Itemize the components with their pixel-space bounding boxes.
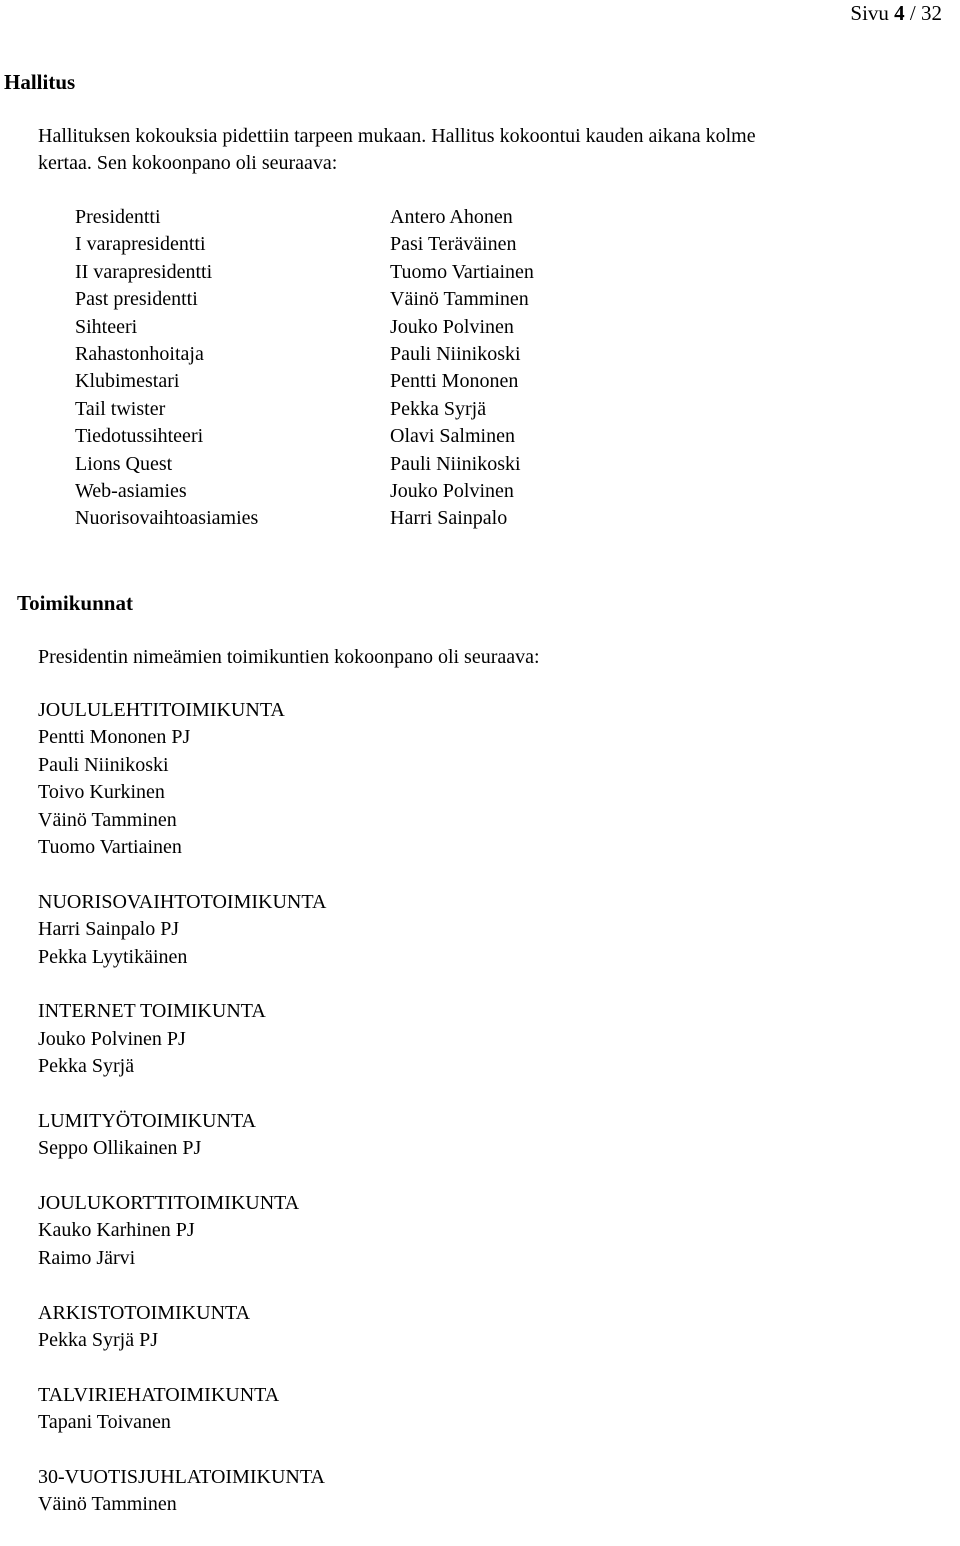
committee-member: Väinö Tamminen	[38, 1493, 177, 1516]
committee-member: Pekka Lyytikäinen	[38, 945, 188, 968]
board-role: Tail twister	[75, 397, 166, 420]
committee-member: Raimo Järvi	[38, 1246, 136, 1269]
committee-name: TALVIRIEHATOIMIKUNTA	[38, 1383, 280, 1406]
committee-name: JOULUKORTTITOIMIKUNTA	[38, 1192, 300, 1215]
board-role: Past presidentti	[75, 288, 198, 311]
board-role: Klubimestari	[75, 370, 180, 393]
board-role: Tiedotussihteeri	[75, 425, 204, 448]
committee-member: Väinö Tamminen	[38, 808, 177, 831]
hallitus-intro-line2: kertaa. Sen kokoonpano oli seuraava:	[38, 152, 338, 175]
board-member-name: Pentti Mononen	[390, 370, 519, 393]
board-role: II varapresidentti	[75, 260, 213, 283]
committee-member: Seppo Ollikainen PJ	[38, 1137, 202, 1160]
board-role: Presidentti	[75, 206, 161, 228]
board-member-name: Tuomo Vartiainen	[390, 260, 534, 283]
committee-block	[38, 697, 326, 861]
page-number-total: 32	[921, 1, 942, 25]
committee-block	[38, 1108, 326, 1163]
board-member-name: Pauli Niinikoski	[390, 342, 521, 365]
board-member-name: Väinö Tamminen	[390, 288, 529, 311]
board-member-name: Pasi Teräväinen	[390, 233, 517, 256]
board-member-name: Antero Ahonen	[390, 206, 513, 228]
board-member-name: Pekka Syrjä	[390, 397, 487, 420]
hallitus-intro	[38, 123, 938, 178]
committee-block	[38, 1382, 326, 1437]
toimikunnat-heading: Toimikunnat	[17, 591, 133, 615]
hallitus-heading: Hallitus	[4, 70, 76, 94]
board-role: Lions Quest	[75, 452, 173, 475]
page-number	[850, 0, 942, 27]
board-role: Sihteeri	[75, 315, 138, 338]
committee-block	[38, 889, 326, 971]
committee-member: Tapani Toivanen	[38, 1411, 171, 1434]
committee-member: Pekka Syrjä PJ	[38, 1328, 158, 1351]
committee-list	[38, 697, 326, 1546]
board-role: Rahastonhoitaja	[75, 342, 204, 365]
board-roles-column	[75, 204, 390, 533]
page-number-separator: /	[909, 1, 916, 25]
board-role: I varapresidentti	[75, 233, 206, 256]
committee-block	[38, 1300, 326, 1355]
board-names-column	[390, 204, 690, 533]
board-member-name: Jouko Polvinen	[390, 315, 514, 338]
board-role: Nuorisovaihtoasiamies	[75, 507, 259, 530]
board-member-name: Olavi Salminen	[390, 425, 515, 448]
committee-block	[38, 1190, 326, 1272]
committee-name: ARKISTOTOIMIKUNTA	[38, 1301, 251, 1324]
board-member-name: Pauli Niinikoski	[390, 452, 521, 475]
committee-block	[38, 1464, 326, 1519]
committee-name: 30-VUOTISJUHLATOIMIKUNTA	[38, 1465, 325, 1488]
hallitus-intro-line1: Hallituksen kokouksia pidettiin tarpeen mukaan. Hallitus kokoontui kauden aikana kolme	[38, 125, 756, 147]
committee-member: Pentti Mononen PJ	[38, 726, 191, 749]
committee-name: JOULULEHTITOIMIKUNTA	[38, 699, 285, 721]
committee-member: Harri Sainpalo PJ	[38, 918, 180, 941]
toimikunnat-intro: Presidentin nimeämien toimikuntien kokoonpano oli seuraava:	[38, 646, 540, 668]
page-number-prefix: Sivu	[850, 1, 889, 25]
committee-member: Tuomo Vartiainen	[38, 835, 182, 858]
page-number-current: 4	[894, 1, 905, 25]
committee-name: LUMITYÖTOIMIKUNTA	[38, 1109, 256, 1132]
committee-name: NUORISOVAIHTOTOIMIKUNTA	[38, 890, 327, 913]
committee-member: Kauko Karhinen PJ	[38, 1219, 195, 1242]
board-role: Web-asiamies	[75, 479, 187, 502]
committee-name: INTERNET TOIMIKUNTA	[38, 1000, 266, 1023]
committee-member: Pekka Syrjä	[38, 1055, 135, 1078]
committee-member: Jouko Polvinen PJ	[38, 1027, 186, 1050]
board-member-name: Jouko Polvinen	[390, 479, 514, 502]
board-composition-table	[75, 204, 690, 533]
board-member-name: Harri Sainpalo	[390, 507, 508, 530]
committee-member: Toivo Kurkinen	[38, 781, 165, 804]
committee-block	[38, 998, 326, 1080]
committee-member: Pauli Niinikoski	[38, 753, 169, 776]
